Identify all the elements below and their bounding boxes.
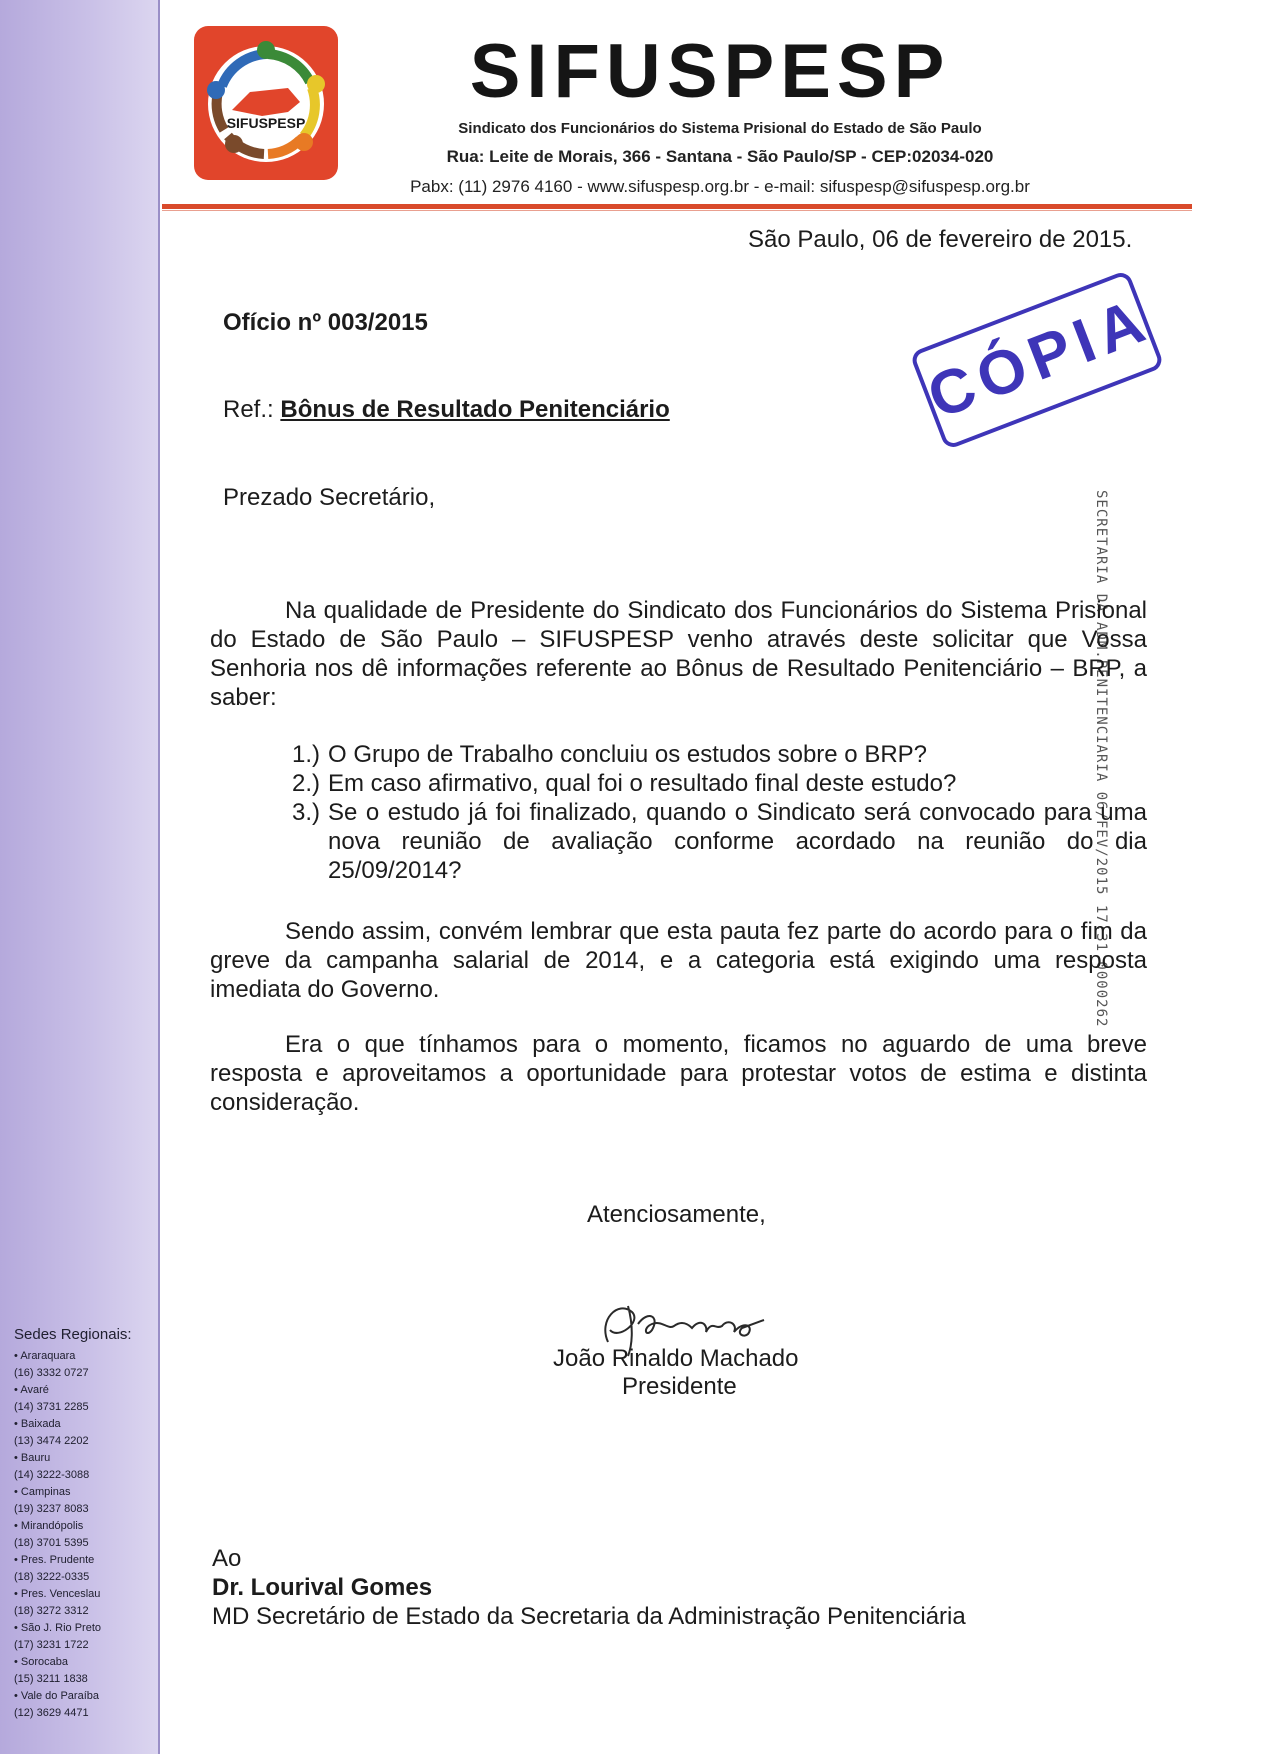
question-text: Em caso afirmativo, qual foi o resultado final deste estudo? (328, 770, 957, 797)
union-contact: Pabx: (11) 2976 4160 - www.sifuspesp.org.br - e-mail: sifuspesp@sifuspesp.org.br (410, 177, 1030, 196)
list-item (210, 769, 1147, 798)
recipient-prefix: Ao (212, 1545, 242, 1572)
office-city: • Baixada (14, 1416, 154, 1433)
reference-subject: Bônus de Resultado Penitenciário (280, 396, 670, 423)
office-city: • Sorocaba (14, 1654, 154, 1671)
regional-offices (14, 1326, 154, 1722)
letter-salutation: Prezado Secretário, (223, 484, 436, 511)
logo-text: SIFUSPESP (226, 115, 306, 131)
letter-closing: Atenciosamente, (587, 1201, 766, 1228)
office-phone: (16) 3332 0727 (14, 1367, 89, 1379)
office-city: • Mirandópolis (14, 1518, 154, 1535)
office-phone: (18) 3701 5395 (14, 1537, 89, 1549)
sifuspesp-logo (192, 24, 340, 182)
office-phone: (15) 3211 1838 (14, 1673, 88, 1685)
letter-body (210, 596, 1147, 1117)
office-city: • Pres. Venceslau (14, 1586, 154, 1603)
question-number: 2.) (291, 770, 320, 797)
question-number: 3.) (291, 799, 320, 826)
office-phone: (12) 3629 4471 (14, 1707, 89, 1719)
paragraph-3: Era o que tínhamos para o momento, ficamos no aguardo de uma breve resposta e aproveitamos a oportunidade para protestar votos de estima e distinta consideração. (210, 1031, 1147, 1116)
list-item (210, 740, 1147, 769)
office-city: • Vale do Paraíba (14, 1688, 154, 1705)
office-phone: (13) 3474 2202 (14, 1435, 89, 1447)
list-item (210, 798, 1147, 885)
question-text: O Grupo de Trabalho concluiu os estudos sobre o BRP? (328, 741, 928, 768)
union-name: SIFUSPESP (469, 29, 951, 114)
office-phone: (14) 3731 2285 (14, 1401, 89, 1413)
recipient-title: MD Secretário de Estado da Secretaria da Administração Penitenciária (212, 1603, 966, 1630)
sidebar-edge (158, 0, 160, 1754)
question-list (210, 740, 1147, 885)
header-rule-thin (162, 210, 1192, 211)
office-city: • Campinas (14, 1484, 154, 1501)
recipient-name: Dr. Lourival Gomes (212, 1574, 433, 1601)
office-phone: (18) 3272 3312 (14, 1605, 89, 1617)
office-phone: (14) 3222-3088 (14, 1469, 90, 1481)
union-address: Rua: Leite de Morais, 366 - Santana - São Paulo/SP - CEP:02034-020 (446, 147, 994, 166)
office-city: • Bauru (14, 1450, 154, 1467)
letter-date: São Paulo, 06 de fevereiro de 2015. (748, 226, 1133, 253)
union-full-name: Sindicato dos Funcionários do Sistema Prisional do Estado de São Paulo (458, 120, 982, 137)
office-city: • São J. Rio Preto (14, 1620, 154, 1637)
copy-stamp: CÓPIA (909, 270, 1165, 451)
receipt-stamp: SECRETARIA DA ADM.PENITENCIARIA 06/FEV/2015 17:31 0000262 (1093, 490, 1109, 1028)
intro-paragraph: Na qualidade de Presidente do Sindicato dos Funcionários do Sistema Prisional do Estado de São Paulo – SIFUSPESP venho através deste solicitar que Vossa Senhoria nos dê informações referente ao Bônus de Resultado Penitenciário – BRP, a saber: (210, 597, 1147, 711)
reference-label: Ref.: (223, 396, 274, 423)
office-city: • Avaré (14, 1382, 154, 1399)
office-phone: (17) 3231 1722 (14, 1639, 89, 1651)
question-text: Se o estudo já foi finalizado, quando o Sindicato será convocado para uma nova reunião de avaliação conforme acordado na reunião do dia 25/09/2014? (328, 799, 1147, 884)
letter-reference (223, 395, 670, 424)
paragraph-2: Sendo assim, convém lembrar que esta pauta fez parte do acordo para o fim da greve da campanha salarial de 2014, e a categoria está exigindo uma resposta imediata do Governo. (210, 918, 1147, 1003)
question-number: 1.) (291, 741, 320, 768)
signer-name: João Rinaldo Machado (553, 1345, 799, 1372)
office-phone: (19) 3237 8083 (14, 1503, 89, 1515)
letter-number: Ofício nº 003/2015 (223, 309, 428, 336)
office-city: • Pres. Prudente (14, 1552, 154, 1569)
header-rule (162, 204, 1192, 209)
signer-title: Presidente (622, 1373, 737, 1400)
regional-offices-title: Sedes Regionais: (14, 1326, 132, 1343)
office-city: • Araraquara (14, 1348, 154, 1365)
office-phone: (18) 3222-0335 (14, 1571, 90, 1583)
